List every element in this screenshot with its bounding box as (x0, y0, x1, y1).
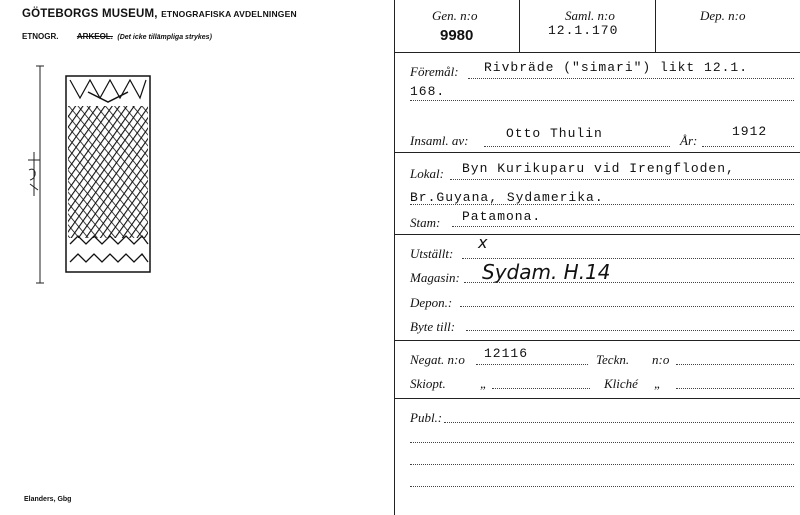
kliche-label: Kliché (604, 376, 638, 391)
depon-dotline (460, 306, 794, 307)
publ-dotline-1 (444, 422, 794, 423)
museum-name (22, 8, 297, 20)
publ-dotline-2 (410, 442, 794, 443)
foremal-dotline-1 (468, 78, 794, 79)
byte-dotline (466, 330, 794, 331)
section-line (22, 26, 212, 44)
utstallt-dotline (462, 258, 794, 259)
teckn-dotline (676, 364, 794, 365)
strike-note: (Det icke tillämpliga strykes) (117, 34, 212, 41)
publ-dotline-3 (410, 464, 794, 465)
department-title: ETNOGRAFISKA AVDELNINGEN (161, 9, 297, 19)
lokal-value-1: Byn Kurikuparu vid Irengfloden, (462, 161, 735, 176)
object-sketch (28, 58, 168, 288)
magasin-dotline (464, 282, 794, 283)
skiopt-value: „ (480, 376, 488, 391)
rule-top (394, 52, 800, 53)
publ-dotline-4 (410, 486, 794, 487)
kliche-dotline (676, 388, 794, 389)
rule-insaml (394, 152, 800, 153)
ar-label: År: (680, 133, 698, 148)
insaml-label: Insaml. av: (410, 133, 469, 148)
skiopt-label: Skiopt. (410, 376, 446, 391)
rule-skiopt (394, 398, 800, 399)
lokal-label: Lokal: (410, 166, 444, 181)
negat-label: Negat. n:o (410, 352, 465, 367)
byte-label: Byte till: (410, 319, 456, 334)
gen-value: 9980 (440, 27, 474, 44)
card-left-border (394, 0, 395, 515)
negat-value: 12116 (484, 346, 529, 361)
lokal-value-2: Br.Guyana, Sydamerika. (410, 190, 604, 205)
utstallt-label: Utställt: (410, 246, 454, 261)
stam-value: Patamona. (462, 209, 542, 224)
divider-gen-saml (519, 0, 520, 52)
insaml-dotline (484, 146, 670, 147)
utstallt-value: x (478, 233, 488, 252)
magasin-value: Sydam. H.14 (482, 260, 611, 284)
foremal-value-1: Rivbräde ("simari") likt 12.1. (484, 60, 749, 75)
stam-label: Stam: (410, 215, 441, 230)
gen-label: Gen. n:o (432, 8, 478, 23)
foremal-value-2: 168. (410, 84, 446, 99)
etnogr-label: ETNOGR. (22, 32, 59, 41)
foremal-dotline-2 (410, 100, 794, 101)
museum-title: GÖTEBORGS MUSEUM, (22, 8, 158, 20)
stam-dotline (452, 226, 794, 227)
ar-dotline (702, 146, 794, 147)
printer-imprint: Elanders, Gbg (24, 496, 72, 503)
rule-stam (394, 234, 800, 235)
dep-label: Dep. n:o (700, 8, 746, 23)
teckn-label: Teckn. (596, 352, 630, 367)
teckn-no-label: n:o (652, 352, 670, 367)
skiopt-dotline (492, 388, 590, 389)
publ-label: Publ.: (410, 410, 443, 425)
saml-value: 12.1.170 (548, 23, 619, 38)
saml-label: Saml. n:o (565, 8, 615, 23)
foremal-label: Föremål: (410, 64, 459, 79)
negat-dotline (476, 364, 588, 365)
rule-byte (394, 340, 800, 341)
lokal-dotline-1 (450, 179, 794, 180)
divider-saml-dep (655, 0, 656, 52)
depon-label: Depon.: (410, 295, 453, 310)
kliche-value: „ (654, 376, 662, 391)
arkeol-label: ARKEOL. (76, 32, 113, 41)
size-note-mark (24, 150, 44, 200)
magasin-label: Magasin: (410, 270, 460, 285)
lokal-dotline-2 (410, 204, 794, 205)
insaml-value: Otto Thulin (506, 126, 603, 141)
ar-value: 1912 (732, 124, 768, 139)
